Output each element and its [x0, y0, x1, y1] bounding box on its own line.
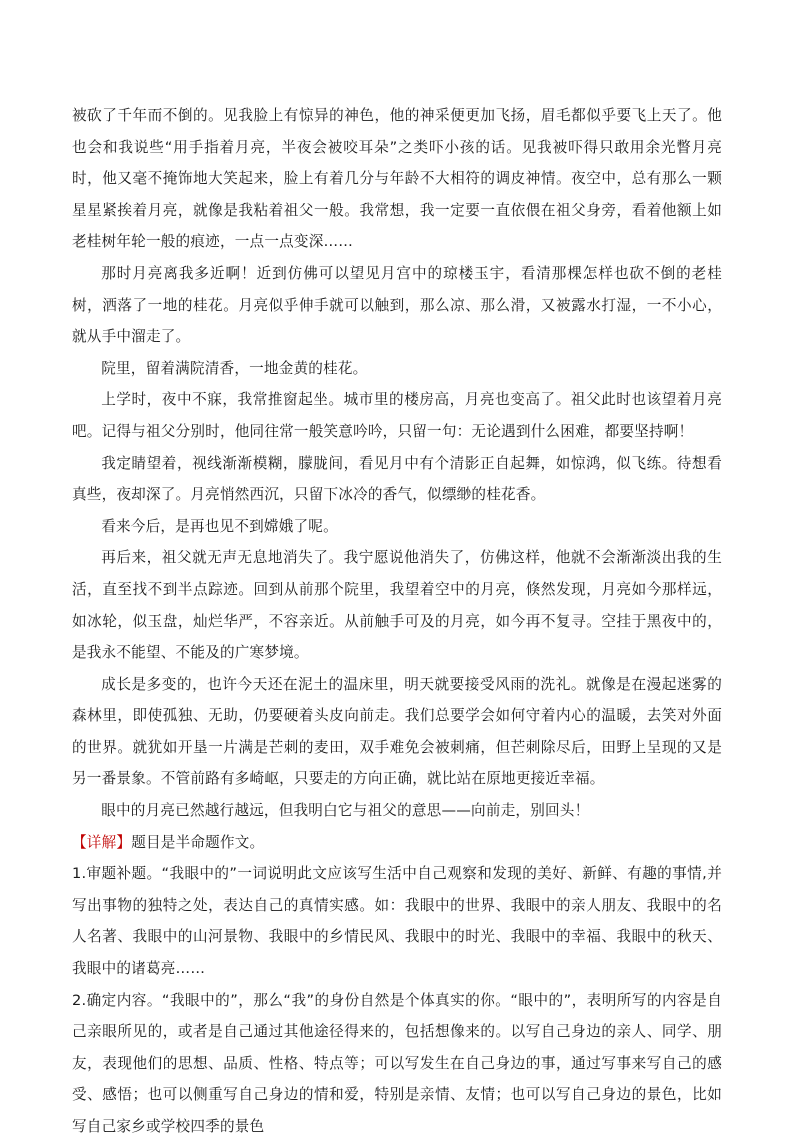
paragraph-3: 院里，留着满院清香，一地金黄的桂花。 — [101, 359, 368, 377]
paragraph-8: 成长是多变的，也许今天还在泥土的温床里，明天就要接受风雨的洗礼。就像是在漫起迷雾的森林里，即使孤独、无助，仍要硬着头皮向前走。我们总要学会如何守着内心的温暖，去笑对外面的世界。就犹如开垦一片满是芒刺的麦田，双手难免会被刺痛，但芒刺除尽后，田野上呈现的又是另一番景象。不管前路有多崎岖，只要走的方向正确，就比站在原地更接近幸福。 — [72, 675, 722, 788]
detail-heading — [72, 827, 722, 859]
paragraph-1: 被砍了千年而不倒的。见我脸上有惊异的神色，他的神采便更加飞扬，眉毛都似乎要飞上天了。他也会和我说些“用手指着月亮，半夜会被咬耳朵”之类吓小孩的话。见我被吓得只敢用余光瞥月亮时，他又毫不掩饰地大笑起来，脸上有着几分与年龄不大相符的调皮神情。夜空中，总有那么一颗星星紧挨着月亮，就像是我粘着祖父一般。我常想，我一定要一直依偎在祖父身旁，看着他额上如老桂树年轮一般的痕迹，一点一点变深…… — [72, 107, 722, 251]
paragraph-4: 上学时，夜中不寐，我常推窗起坐。城市里的楼房高，月亮也变高了。祖父此时也该望着月亮吧。记得与祖父分别时，他同往常一般笑意吟吟，只留一句：无论遇到什么困难，都要坚持啊！ — [72, 391, 722, 440]
paragraph-6: 看来今后，是再也见不到嫦娥了呢。 — [101, 517, 338, 535]
paragraph-7: 再后来，祖父就无声无息地消失了。我宁愿说他消失了，仿佛这样，他就不会渐渐淡出我的生活，直至找不到半点踪迹。回到从前那个院里，我望着空中的月亮，倏然发现，月亮如今那样远，如冰轮，似玉盘，灿烂华严，不容亲近。从前触手可及的月亮，如今再不复寻。空挂于黑夜中的，是我永不能望、不能及的广寒梦境。 — [72, 549, 722, 662]
detail-item-2: 2.确定内容。“我眼中的”，那么“我”的身份自然是个体真实的你。“眼中的”，表明所写的内容是自己亲眼所见的，或者是自己通过其他途径得来的，包括想像来的。以写自己身边的亲人、同学、朋友，表现他们的思想、品质、性格、特点等；可以写发生在自己身边的事，通过写事来写自己的感受、感悟；也可以侧重写自己身边的情和爱，特别是亲情、友情；也可以写自己身边的景色，比如写自己家乡或学校四季的景色 — [72, 991, 722, 1135]
detail-label: 【详解】 — [72, 833, 132, 851]
detail-item-1: 1.审题补题。“我眼中的”一词说明此文应该写生活中自己观察和发现的美好、新鲜、有趣的事情,并写出事物的独特之处，表达自己的真情实感。如：我眼中的世界、我眼中的亲人朋友、我眼中的名人名著、我眼中的山河景物、我眼中的乡情民风、我眼中的时光、我眼中的幸福、我眼中的秋天、我眼中的诸葛亮…… — [72, 865, 722, 978]
paragraph-2: 那时月亮离我多近啊！近到仿佛可以望见月宫中的琼楼玉宇，看清那棵怎样也砍不倒的老桂树，洒落了一地的桂花。月亮似乎伸手就可以触到，那么凉、那么滑，又被露水打湿，一不小心，就从手中溜走了。 — [72, 264, 722, 346]
paragraph-9: 眼中的月亮已然越行越远，但我明白它与祖父的意思——向前走，别回头！ — [101, 802, 590, 820]
paragraph-5: 我定睛望着，视线渐渐模糊，朦胧间，看见月中有个清影正自起舞，如惊鸿，似飞练。待想看真些，夜却深了。月亮悄然西沉，只留下冰冷的香气，似缥缈的桂花香。 — [72, 454, 722, 504]
detail-intro: 题目是半命题作文。 — [131, 833, 265, 851]
